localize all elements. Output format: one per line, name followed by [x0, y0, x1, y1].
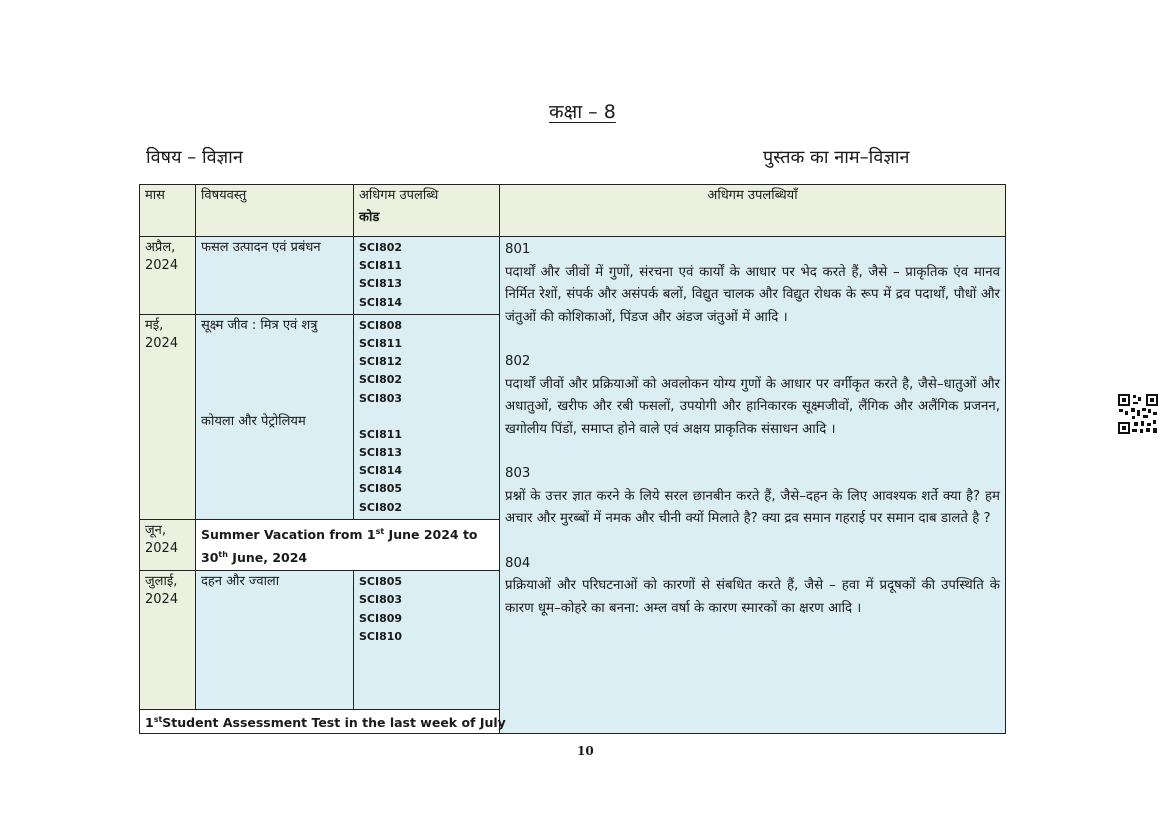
qr-code-icon: [1118, 394, 1158, 434]
code-item: SCI805: [359, 482, 403, 496]
vacation-text-end: June, 2024: [227, 550, 308, 566]
code-item: SCI811: [359, 259, 403, 273]
outcome-code: 802: [505, 354, 531, 369]
vacation-text-start: Summer Vacation from 1: [201, 527, 376, 542]
month-june: जून, 2024: [140, 519, 196, 570]
code-item: SCI811: [359, 337, 403, 351]
code-item: SCI803: [359, 391, 403, 405]
code-item: SCI802: [359, 500, 403, 514]
page-number: 10: [577, 744, 594, 758]
code-item: SCI813: [359, 446, 403, 460]
month-july: जुलाई, 2024: [140, 571, 196, 710]
vacation-sup-2: th: [218, 550, 228, 559]
outcome-text: पदार्थों और जीवों में गुणों, संरचना एवं कार्यों के आधार पर भेद करते हैं, जैसे – प्राकृतिक एंव मानव निर्मित रेशों, संपर्क और असंपर्क बलों, विद्युत चालक और विद्युत रोधक के रूप में द्रव पदार्थों, पौधों और जंतुओं की कोशिकाओं, पिंडज और अंडज जंतुओं में आदि ।: [505, 264, 1000, 325]
codes-july: [354, 571, 500, 710]
content-may-topic2: कोयला और पेट्रोलियम: [201, 413, 306, 429]
assessment-sup: st: [153, 715, 163, 725]
vacation-sup-1: st: [375, 526, 385, 536]
subject-label: विषय – विज्ञान: [146, 147, 243, 168]
outcome-code: 803: [505, 466, 531, 481]
outcome-block: [505, 239, 1000, 329]
assessment-text: Student Assessment Test in the last week of July: [162, 715, 506, 731]
code-item: SCI808: [359, 318, 403, 332]
syllabus-table: [139, 184, 1006, 734]
code-item: SCI810: [359, 629, 403, 643]
vacation-text-mid: June 2024 to 30: [201, 527, 478, 566]
code-item: SCI813: [359, 277, 403, 291]
outcome-code: 804: [505, 555, 531, 571]
content-july: दहन और ज्वाला: [196, 571, 354, 710]
assessment-note: [140, 710, 506, 734]
code-item: SCI803: [359, 593, 403, 607]
table-row: [140, 237, 1006, 315]
outcome-text: प्रक्रियाओं और परिघटनाओं को कारणों से संबधित करते हैं, जैसे – हवा में प्रदूषकों की उपस्थिति के कारण धूम–कोहरे का बनना: अम्ल वर्षा के कारण स्मारकों का क्षरण आदि ।: [505, 578, 1000, 616]
outcome-text: पदार्थों जीवों और प्रक्रियाओं को अवलोकन योग्य गुणों के आधार पर वर्गीकृत करते है, जैसे–धातुओं और अधातुओं, खरीफ और रबी फसलों, उपयोगी और हानिकारक सूक्ष्मजीवों, लैंगिक और अलैंगिक प्रजनन, खगोलीय पिंडों, समाप्त होने वाले एवं अक्षय प्राकृतिक संसाधन आदि ।: [505, 376, 1000, 437]
outcome-code: 801: [505, 242, 531, 257]
content-april: फसल उत्पादन एवं प्रबंधन: [196, 237, 354, 315]
month-may: मई, 2024: [140, 314, 196, 519]
header-code: [354, 185, 500, 237]
code-item: SCI812: [359, 355, 403, 369]
code-item: SCI814: [359, 464, 403, 478]
code-item: SCI809: [359, 611, 403, 625]
outcome-block: [505, 351, 1000, 441]
code-item: SCI805: [359, 575, 403, 589]
code-item: SCI802: [359, 373, 403, 387]
code-item: SCI814: [359, 295, 403, 309]
month-april: अप्रैल, 2024: [140, 237, 196, 315]
assessment-num: 1: [145, 715, 154, 731]
header-code-line1: अधिगम उपलब्धि: [359, 188, 439, 203]
content-may-topic1: सूक्ष्म जीव : मित्र एवं शत्रु: [201, 317, 318, 333]
class-title: कक्षा – 8: [549, 101, 616, 123]
codes-april: [354, 237, 500, 315]
header-month: मास: [140, 185, 196, 237]
summer-vacation-note: [196, 519, 500, 570]
codes-may: [354, 314, 500, 519]
content-may: [196, 314, 354, 519]
code-item: SCI811: [359, 427, 403, 441]
outcomes-cell: [500, 237, 1006, 734]
outcome-block: [505, 463, 1000, 531]
header-content: विषयवस्तु: [196, 185, 354, 237]
outcome-block: [505, 553, 1000, 621]
code-item: SCI802: [359, 241, 403, 254]
header-outcomes: अधिगम उपलब्धियाँ: [500, 185, 1006, 237]
header-code-line2: कोड: [359, 210, 380, 225]
outcome-text: प्रश्नों के उत्तर ज्ञात करने के लिये सरल छानबीन करते हैं, जैसे–दहन के लिए आवश्यक शर्ते क्या है? हम अचार और मुरब्बों में नमक और चीनी क्यों मिलाते है? क्या द्रव समान गहराई पर समान दाब डालते है ?: [505, 488, 1000, 526]
book-name-label: पुस्तक का नाम–विज्ञान: [763, 147, 910, 168]
